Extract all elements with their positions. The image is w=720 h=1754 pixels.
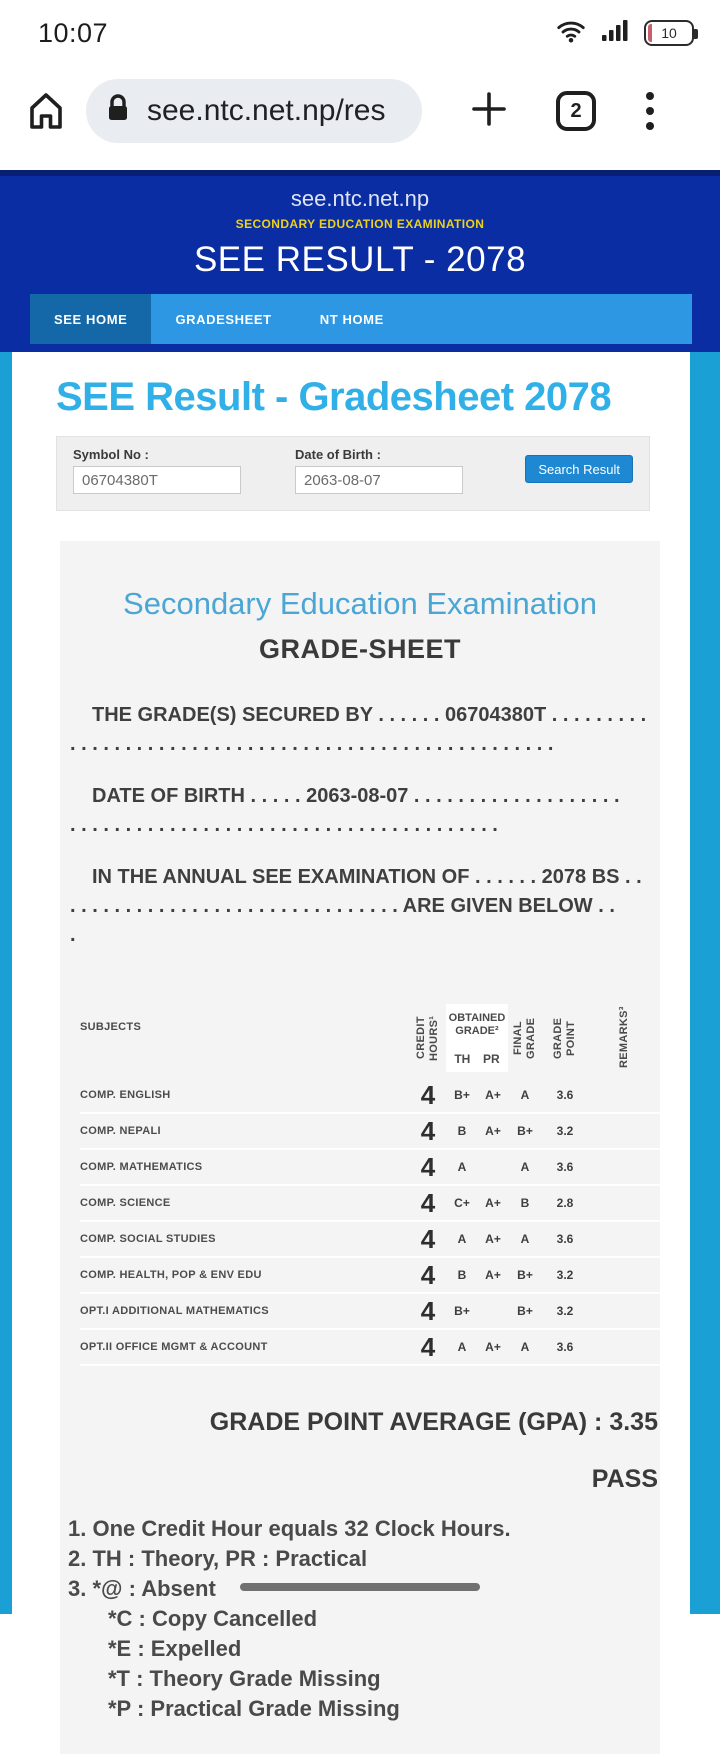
footnote-line: 3. *@ : Absent bbox=[68, 1576, 216, 1601]
th-grade-cell: A bbox=[457, 1232, 467, 1246]
nav-tab-gradesheet[interactable]: GRADESHEET bbox=[175, 311, 272, 327]
footnote-line: *C : Copy Cancelled bbox=[108, 1606, 318, 1631]
pr-grade-cell: A+ bbox=[485, 1340, 501, 1354]
th-grade-cell: A bbox=[457, 1160, 467, 1174]
credit-cell: 4 bbox=[420, 1331, 436, 1362]
statement-line: . bbox=[70, 924, 76, 946]
credit-cell: 4 bbox=[420, 1259, 436, 1290]
site-domain: see.ntc.net.np bbox=[290, 186, 430, 211]
url-text: see.ntc.net.np/res bbox=[147, 94, 386, 127]
header-pr: PR bbox=[482, 1052, 500, 1066]
symbol-field-group bbox=[73, 447, 241, 494]
header-th: TH bbox=[454, 1052, 471, 1066]
symbol-label: Symbol No : bbox=[73, 447, 149, 462]
th-grade-cell: B+ bbox=[454, 1304, 470, 1318]
gradesheet-card bbox=[60, 541, 660, 1754]
grade-point-cell: 3.6 bbox=[556, 1232, 574, 1246]
pr-grade-cell: A+ bbox=[485, 1196, 501, 1210]
dob-input[interactable] bbox=[295, 466, 463, 494]
grades-table-header bbox=[80, 982, 660, 1078]
dob-field-group bbox=[295, 447, 463, 494]
header-final-grade: FINAL GRADE bbox=[512, 1017, 537, 1059]
header-remarks: REMARKS³ bbox=[617, 1006, 630, 1068]
statement-line: . . . . . . . . . . . . . . . . . . . . . . . . . . . . . . ARE GIVEN BELOW . . bbox=[70, 895, 615, 917]
credit-cell: 4 bbox=[420, 1151, 436, 1182]
dob-label: Date of Birth : bbox=[295, 447, 381, 462]
credit-cell: 4 bbox=[420, 1115, 436, 1146]
status-bar bbox=[0, 0, 720, 60]
credit-cell: 4 bbox=[420, 1187, 436, 1218]
grade-point-cell: 3.2 bbox=[556, 1124, 574, 1138]
battery-percent: 10 bbox=[661, 25, 677, 41]
table-row bbox=[80, 1078, 660, 1114]
final-grade-cell: A bbox=[520, 1160, 530, 1174]
final-grade-cell: B+ bbox=[517, 1124, 533, 1138]
statement-line: DATE OF BIRTH . . . . . 2063-08-07 . . . . . . . . . . . . . . . . . . . bbox=[92, 785, 620, 807]
th-grade-cell: B bbox=[457, 1124, 467, 1138]
header-subjects: SUBJECTS bbox=[80, 1021, 142, 1033]
credit-cell: 4 bbox=[420, 1079, 436, 1110]
battery-level-fill bbox=[648, 24, 652, 42]
home-button[interactable] bbox=[22, 85, 70, 138]
footnote-line: 1. One Credit Hour equals 32 Clock Hours. bbox=[68, 1516, 511, 1541]
url-bar[interactable] bbox=[86, 79, 422, 143]
subject-cell: COMP. ENGLISH bbox=[80, 1089, 171, 1101]
gpa-line: GRADE POINT AVERAGE (GPA) : 3.35 bbox=[209, 1408, 658, 1436]
new-tab-button[interactable] bbox=[468, 88, 510, 135]
cell-signal-icon bbox=[600, 17, 632, 50]
final-grade-cell: A bbox=[520, 1232, 530, 1246]
final-grade-cell: B+ bbox=[517, 1268, 533, 1282]
subject-cell: COMP. SOCIAL STUDIES bbox=[80, 1233, 216, 1245]
wifi-icon bbox=[554, 16, 588, 51]
footnote-line: *P : Practical Grade Missing bbox=[108, 1696, 400, 1721]
footnote-line: *T : Theory Grade Missing bbox=[108, 1666, 381, 1691]
grade-point-cell: 3.2 bbox=[556, 1304, 574, 1318]
th-grade-cell: B+ bbox=[454, 1088, 470, 1102]
tab-switcher-button[interactable] bbox=[556, 91, 596, 131]
search-result-button[interactable]: Search Result bbox=[525, 455, 633, 483]
battery-icon bbox=[644, 20, 694, 46]
pr-grade-cell: A+ bbox=[485, 1124, 501, 1138]
table-row bbox=[80, 1258, 660, 1294]
subject-cell: COMP. HEALTH, POP & ENV EDU bbox=[80, 1269, 262, 1281]
statement-line: . . . . . . . . . . . . . . . . . . . . . . . . . . . . . . . . . . . . . . . . . . . . bbox=[70, 733, 554, 755]
header-grade-point: GRADE POINT bbox=[552, 1017, 577, 1059]
header-obtained-grade: OBTAINED GRADE² TH PR bbox=[446, 1004, 508, 1072]
footnote-line: *E : Expelled bbox=[108, 1636, 242, 1661]
final-grade-cell: B bbox=[520, 1196, 530, 1210]
grade-point-cell: 2.8 bbox=[556, 1196, 574, 1210]
site-body bbox=[0, 352, 720, 1721]
site-nav bbox=[30, 294, 692, 344]
subject-cell: COMP. NEPALI bbox=[80, 1125, 161, 1137]
subject-cell: COMP. MATHEMATICS bbox=[80, 1161, 203, 1173]
menu-button[interactable] bbox=[642, 88, 658, 134]
nav-tab-nt-home[interactable]: NT HOME bbox=[319, 311, 384, 327]
page-title: SEE Result - Gradesheet 2078 bbox=[56, 375, 612, 419]
subject-cell: OPT.I ADDITIONAL MATHEMATICS bbox=[80, 1305, 269, 1317]
th-grade-cell: C+ bbox=[454, 1196, 470, 1210]
grade-point-cell: 3.2 bbox=[556, 1268, 574, 1282]
site-header bbox=[0, 170, 720, 352]
th-grade-cell: A bbox=[457, 1340, 467, 1354]
table-row bbox=[80, 1330, 660, 1366]
gradesheet-subheading: GRADE-SHEET bbox=[258, 634, 461, 664]
table-row bbox=[80, 1222, 660, 1258]
table-row bbox=[80, 1114, 660, 1150]
site-subtitle: SECONDARY EDUCATION EXAMINATION bbox=[235, 217, 485, 231]
content-panel bbox=[12, 352, 690, 1721]
nav-tab-see-home[interactable]: SEE HOME bbox=[30, 294, 151, 344]
gradesheet-heading: Secondary Education Examination bbox=[123, 586, 597, 621]
site-title: SEE RESULT - 2078 bbox=[193, 240, 527, 279]
th-grade-cell: B bbox=[457, 1268, 467, 1282]
pr-grade-cell: A+ bbox=[485, 1088, 501, 1102]
statement-line: THE GRADE(S) SECURED BY . . . . . . 06704380T . . . . . . . . . bbox=[92, 704, 647, 726]
footnote-line: 2. TH : Theory, PR : Practical bbox=[68, 1546, 368, 1571]
table-row bbox=[80, 1186, 660, 1222]
statement-line: . . . . . . . . . . . . . . . . . . . . . . . . . . . . . . . . . . . . . . . bbox=[70, 814, 498, 836]
header-credit-hours: CREDIT HOURS¹ bbox=[415, 1015, 440, 1061]
credit-cell: 4 bbox=[420, 1295, 436, 1326]
final-grade-cell: A bbox=[520, 1088, 530, 1102]
gesture-navigation-handle[interactable] bbox=[240, 1583, 480, 1591]
browser-toolbar bbox=[0, 60, 720, 170]
pr-grade-cell: A+ bbox=[485, 1232, 501, 1246]
gradesheet-statements bbox=[70, 701, 654, 950]
search-form bbox=[56, 436, 650, 511]
grade-point-cell: 3.6 bbox=[556, 1088, 574, 1102]
table-row bbox=[80, 1294, 660, 1330]
tab-count: 2 bbox=[570, 99, 582, 122]
grade-point-cell: 3.6 bbox=[556, 1340, 574, 1354]
lock-icon bbox=[104, 93, 132, 130]
grade-point-cell: 3.6 bbox=[556, 1160, 574, 1174]
pr-grade-cell: A+ bbox=[485, 1268, 501, 1282]
result-status: PASS bbox=[591, 1465, 658, 1493]
footnotes bbox=[68, 1514, 660, 1724]
symbol-input[interactable] bbox=[73, 466, 241, 494]
clock: 10:07 bbox=[38, 17, 109, 48]
table-row bbox=[80, 1150, 660, 1186]
grades-table bbox=[60, 982, 660, 1366]
statement-line: IN THE ANNUAL SEE EXAMINATION OF . . . . . . 2078 BS . . bbox=[92, 866, 642, 888]
final-grade-cell: A bbox=[520, 1340, 530, 1354]
final-grade-cell: B+ bbox=[517, 1304, 533, 1318]
subject-cell: COMP. SCIENCE bbox=[80, 1197, 171, 1209]
credit-cell: 4 bbox=[420, 1223, 436, 1254]
subject-cell: OPT.II OFFICE MGMT & ACCOUNT bbox=[80, 1341, 268, 1353]
